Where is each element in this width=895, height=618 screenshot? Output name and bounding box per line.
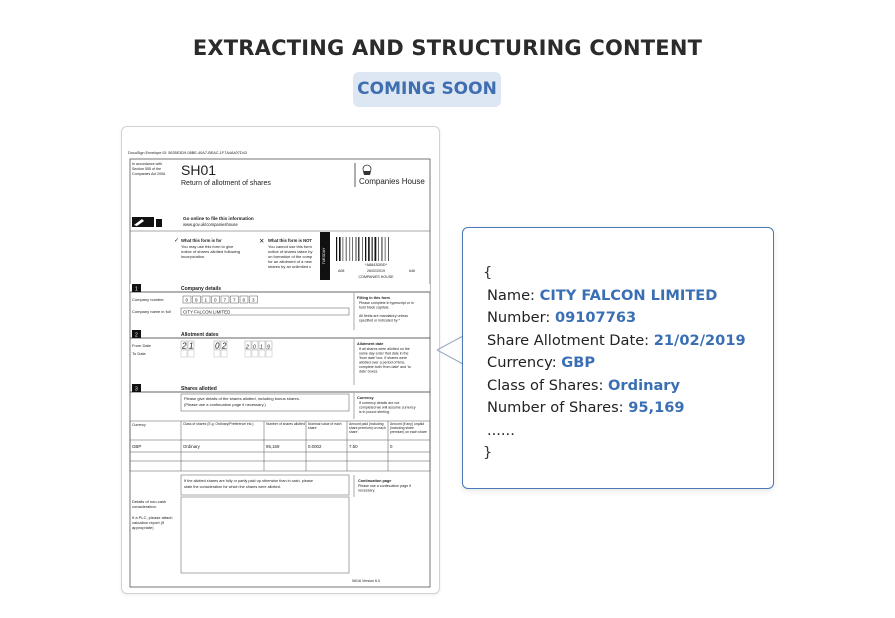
to-date-digit-box [181, 350, 187, 357]
table-cell-nominal: 0.0002 [308, 444, 322, 449]
consideration-line: If the allotted shares are fully or partly paid up otherwise than in cash, please [184, 479, 313, 483]
currency-note-line: If currency details are not [359, 401, 400, 405]
not-line: You cannot use this form [268, 244, 312, 249]
table-header: Currency [132, 423, 146, 427]
company-number-boxes [183, 296, 258, 303]
from-date-digit: 2 [222, 341, 227, 351]
company-number-digit: 6 [242, 297, 246, 303]
from-date-digit: 2 [182, 341, 187, 351]
section-number: 3 [135, 386, 138, 393]
to-date-digit-box [259, 350, 265, 357]
json-field-number [483, 307, 746, 330]
section-2-title: Allotment dates [181, 332, 219, 338]
company-number-digit: 1 [204, 297, 208, 303]
section-3-title: Shares allotted [181, 386, 217, 392]
shares-instruction: (Please use a continuation page if necessary.) [184, 402, 266, 407]
section-number: 1 [135, 286, 138, 293]
not-line: notice of shares taken by [268, 249, 313, 254]
from-date-digit: 0 [215, 341, 220, 351]
barcode-house: COMPANIES HOUSE [358, 275, 394, 279]
company-name-label: Company name in full [132, 309, 171, 314]
for-title: What this form is for [181, 238, 222, 243]
table-header: Number of shares allotted [266, 422, 305, 426]
filling-line: Please complete in typescript or in [359, 301, 414, 305]
company-number-digit: 3 [252, 297, 255, 303]
envelope-id: DocuSign Envelope ID: 5635E3D9-08BE-40A7-BEAC-1F7A4A407D43 [128, 151, 247, 155]
form-title: Return of allotment of shares [181, 180, 271, 187]
json-key: Number of Shares: [487, 399, 624, 416]
section-number: 2 [135, 332, 138, 339]
extracted-json-card [462, 227, 774, 489]
to-date-digit-box [245, 350, 251, 357]
barcode-date: 26/02/2019 [367, 269, 385, 273]
json-value: 21/02/2019 [653, 331, 746, 349]
table-cell-number: 95,169 [266, 444, 280, 449]
json-key: Class of Shares: [487, 376, 604, 394]
currency-note-title: Currency [357, 396, 374, 400]
from-date-digit: 0 [253, 344, 256, 351]
barcode-day: TUESDAY [322, 247, 326, 265]
not-line: shares by an unlimited c [268, 264, 312, 269]
from-date-digit: 9 [267, 344, 270, 351]
from-date-label: From Date [132, 343, 151, 348]
table-cell-class: Ordinary [183, 444, 200, 449]
continuation-line: Please use a continuation page if [358, 484, 411, 488]
json-field-name [483, 285, 746, 308]
from-date-digit: 2 [246, 344, 249, 351]
to-date-digit-box [221, 350, 227, 357]
barcode-prefix: A08 [338, 269, 345, 273]
filling-title: Filling in this form [357, 296, 390, 300]
table-cell-currency: GBP [132, 444, 142, 449]
not-line: for an allotment of a new [268, 259, 312, 264]
plc-line: valuation report (if [132, 520, 165, 525]
json-value: Ordinary [608, 376, 681, 394]
crest-icon [363, 165, 371, 175]
company-number-label: Company number [132, 297, 164, 302]
json-ellipsis: ...... [487, 421, 515, 439]
mandatory-line: All fields are mandatory unless [359, 314, 408, 318]
company-name-value: CITY FALCON LIMITED [183, 309, 231, 315]
accordance-line-2: Section 555 of the [132, 167, 161, 171]
shares-table [130, 421, 430, 471]
barcode-suffix: #46 [409, 269, 415, 273]
accordance-line-1: In accordance with [132, 162, 162, 166]
noncash-line: consideration. [132, 504, 157, 509]
coming-soon-badge: COMING SOON [353, 72, 501, 107]
not-title: What this form is NOT [268, 238, 312, 243]
for-line: You may use this form to give [181, 244, 234, 249]
from-date-digit: 1 [189, 341, 194, 351]
company-number-digit: 7 [223, 297, 227, 303]
currency-note-line: is in pound sterling. [359, 410, 390, 414]
from-date-boxes [181, 341, 272, 357]
form-code: SH01 [181, 162, 217, 178]
json-field-class [483, 375, 746, 398]
date-note-line: complete both 'from date' and 'to [359, 365, 411, 369]
barcode-code: *A8843DBD* [365, 263, 387, 267]
to-date-digit-box [188, 350, 194, 357]
for-line: incorporation. [181, 254, 206, 259]
mandatory-line: specified or indicated by * [359, 318, 400, 323]
noncash-line: Details of non-cash [132, 499, 167, 504]
json-key: Currency: [487, 354, 557, 371]
table-cell-unpaid: 0 [390, 444, 393, 449]
section-1-title: Company details [181, 286, 222, 292]
to-date-label: To Date [132, 351, 146, 356]
accordance-line-3: Companies Act 2006. [132, 172, 167, 176]
plc-line: appropriate) [132, 525, 154, 530]
filling-line: bold black capitals. [359, 305, 390, 310]
json-field-share-count [483, 397, 746, 420]
check-icon: ✓ [174, 238, 180, 244]
json-key: Name: [487, 286, 535, 304]
company-number-digit: 7 [233, 297, 236, 303]
json-value: 95,169 [628, 399, 685, 416]
date-note-line: 'from date' box. If shares were [359, 356, 407, 360]
json-close-brace: } [483, 444, 493, 461]
to-date-digit-box [266, 350, 272, 357]
from-date-digit: 1 [260, 344, 263, 351]
page-title: EXTRACTING AND STRUCTURING CONTENT [192, 36, 703, 60]
json-field-currency [483, 352, 746, 375]
table-header: Amount (if any) unpaid (including share premium) on each share [390, 422, 427, 435]
date-note-line: If all shares were allotted on the [359, 347, 410, 351]
company-number-digit: 9 [195, 297, 198, 303]
online-url: www.gov.uk/companieshouse [183, 222, 238, 227]
date-note-line: allotted over a period of time, [359, 360, 406, 365]
json-field-allotment-date [483, 330, 746, 353]
table-cell-paid: 7.50 [349, 444, 358, 449]
barcode-icon [336, 237, 389, 261]
json-key: Share Allotment Date: [487, 331, 650, 349]
to-date-digit-box [252, 350, 258, 357]
scanned-form-card [121, 126, 440, 594]
company-number-digit: 0 [214, 297, 217, 303]
date-note-title: Allotment date [357, 342, 384, 346]
continuation-title: Continuation page [358, 479, 392, 483]
json-key: Number: [487, 309, 551, 326]
form-version: 06/16 Version 6.0 [352, 579, 380, 583]
to-date-digit-box [214, 350, 220, 357]
for-line: notice of shares allotted following [181, 249, 240, 254]
json-value: GBP [561, 354, 596, 371]
table-header: Nominal value of each share [308, 422, 342, 431]
not-line: on formation of the comp [268, 254, 313, 259]
date-note-line: same day enter that date in the [359, 351, 409, 356]
online-title: Go online to file this information [183, 216, 254, 221]
json-value: 09107763 [554, 309, 637, 326]
table-header: Amount paid (including share premium) on each share [349, 422, 386, 435]
company-number-digit: 0 [185, 297, 189, 303]
date-note-line: date' boxes. [359, 369, 379, 374]
continuation-line: necessary. [358, 488, 376, 493]
sh01-form-scan [122, 127, 439, 593]
currency-note-line: completed we will assume currency [359, 405, 416, 410]
plc-line: If a PLC, please attach [132, 515, 173, 520]
authority-name: Companies House [359, 177, 425, 186]
table-header: Class of shares (E.g. Ordinary/Preference etc.) [183, 422, 254, 426]
cross-icon: ✕ [259, 238, 265, 245]
online-filing-icon [132, 217, 162, 227]
consideration-line: state the consideration for which the shares were allotted. [184, 485, 281, 489]
json-open-brace: { [483, 264, 493, 281]
json-value: CITY FALCON LIMITED [539, 286, 718, 304]
shares-instruction: Please give details of the shares allotted, including bonus shares. [184, 396, 300, 401]
